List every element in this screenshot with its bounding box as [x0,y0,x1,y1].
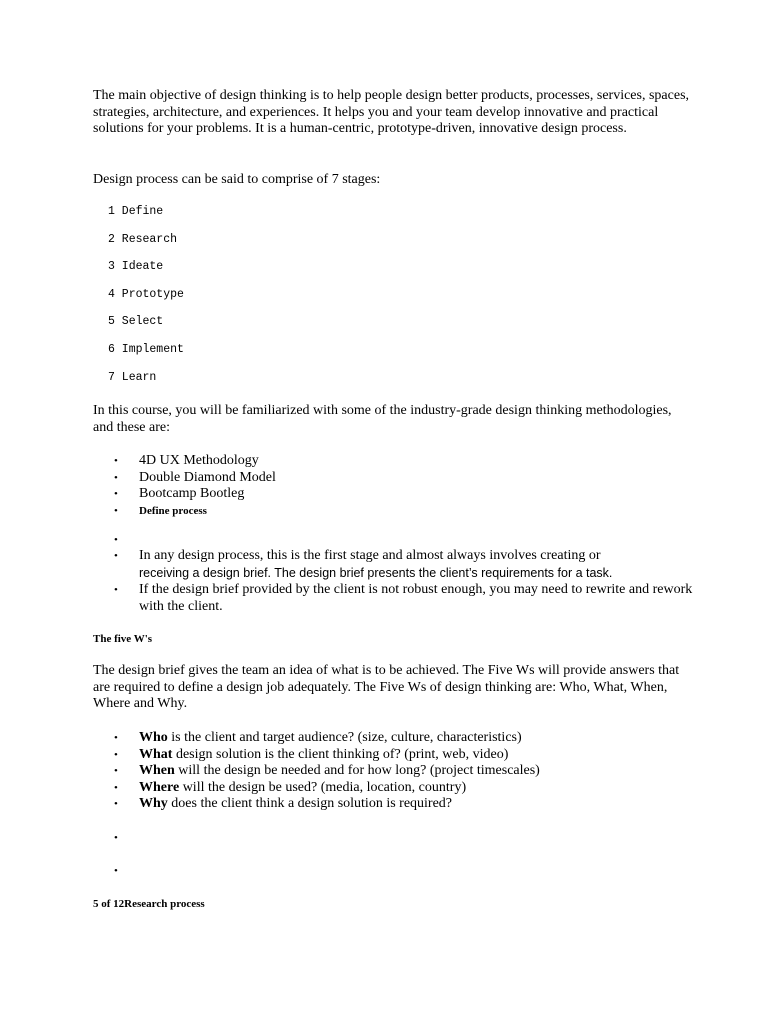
five-ws-paragraph: The design brief gives the team an idea of what is to be achieved. The Five Ws will provide answers that are required to define a design job adequately. The Five Ws of design thinking are: Who, What, When, Where and Why. [93,663,680,711]
five-ws-heading: The five W's [93,633,153,645]
bullet: • [114,471,118,484]
stage-item: 2 Research [108,232,178,246]
methodologies-list [93,453,693,519]
bullet: • [114,504,118,517]
list-item: • Why does the client think a design solution is required? [114,796,453,811]
bullet: • [114,765,118,777]
bullet: • [114,584,118,596]
stage-item: 6 Implement [108,342,184,356]
course-paragraph: In this course, you will be familiarized with some of the industry-grade design thinking methodologies, and these are: [93,403,672,435]
bullet: • [114,534,118,546]
bullet: • [114,732,118,744]
bullet: • [114,781,118,794]
list-item [93,503,693,520]
bullet: • [114,550,118,562]
stage-item: 4 Prototype [108,287,184,301]
bullet: • [114,798,118,810]
empty-bullets [93,863,693,880]
stages-intro: Design process can be said to comprise of 7 stages: [93,172,381,187]
list-item: • Where will the design be used? (media, location, country) [114,779,467,795]
stage-item: 7 Learn [108,370,157,384]
bullet: • [114,832,118,844]
bullet: • [114,455,118,467]
stage-item: 1 Define [108,205,164,218]
stages-list [108,205,184,398]
list-item [93,863,693,880]
stage-item: 3 Ideate [108,260,164,274]
stage-item: 5 Select [108,315,164,329]
bullet: • [114,488,118,500]
list-item: • What design solution is the client thinking of? (print, web, video) [114,746,509,762]
define-bullets [93,532,693,549]
bullet: • [114,865,118,877]
intro-paragraph: The main objective of design thinking is to help people design better products, processes, services, spaces, strategies, architecture, and experiences. It helps you and your team develop innovative and practical solutions for your problems. It is a human-centric, prototype-driven, innovative design process. [93,88,690,136]
empty-bullets [93,830,693,847]
list-item [93,830,693,847]
list-item: • In any design process, this is the first stage and almost always involves creating or receiving a design brief. The design brief presents the client’s requirements for a task. [114,548,613,580]
list-item: • If the design brief provided by the client is not robust enough, you may need to rewrite and rework with the client. [114,582,693,614]
bullet: • [114,748,118,761]
define-process-heading: Define process [139,504,207,517]
list-item: • Double Diamond Model [114,469,276,485]
define-bullets [93,548,693,615]
list-item [93,532,693,549]
footer-line: 5 of 12Research process [93,898,205,910]
list-item: • Bootcamp Bootleg [114,486,245,501]
list-item: • 4D UX Methodology [114,453,259,468]
five-ws-list [93,730,693,813]
list-item: • When will the design be needed and for how long? (project timescales) [114,763,540,778]
list-item: • Who is the client and target audience? (size, culture, characteristics) [114,730,522,745]
